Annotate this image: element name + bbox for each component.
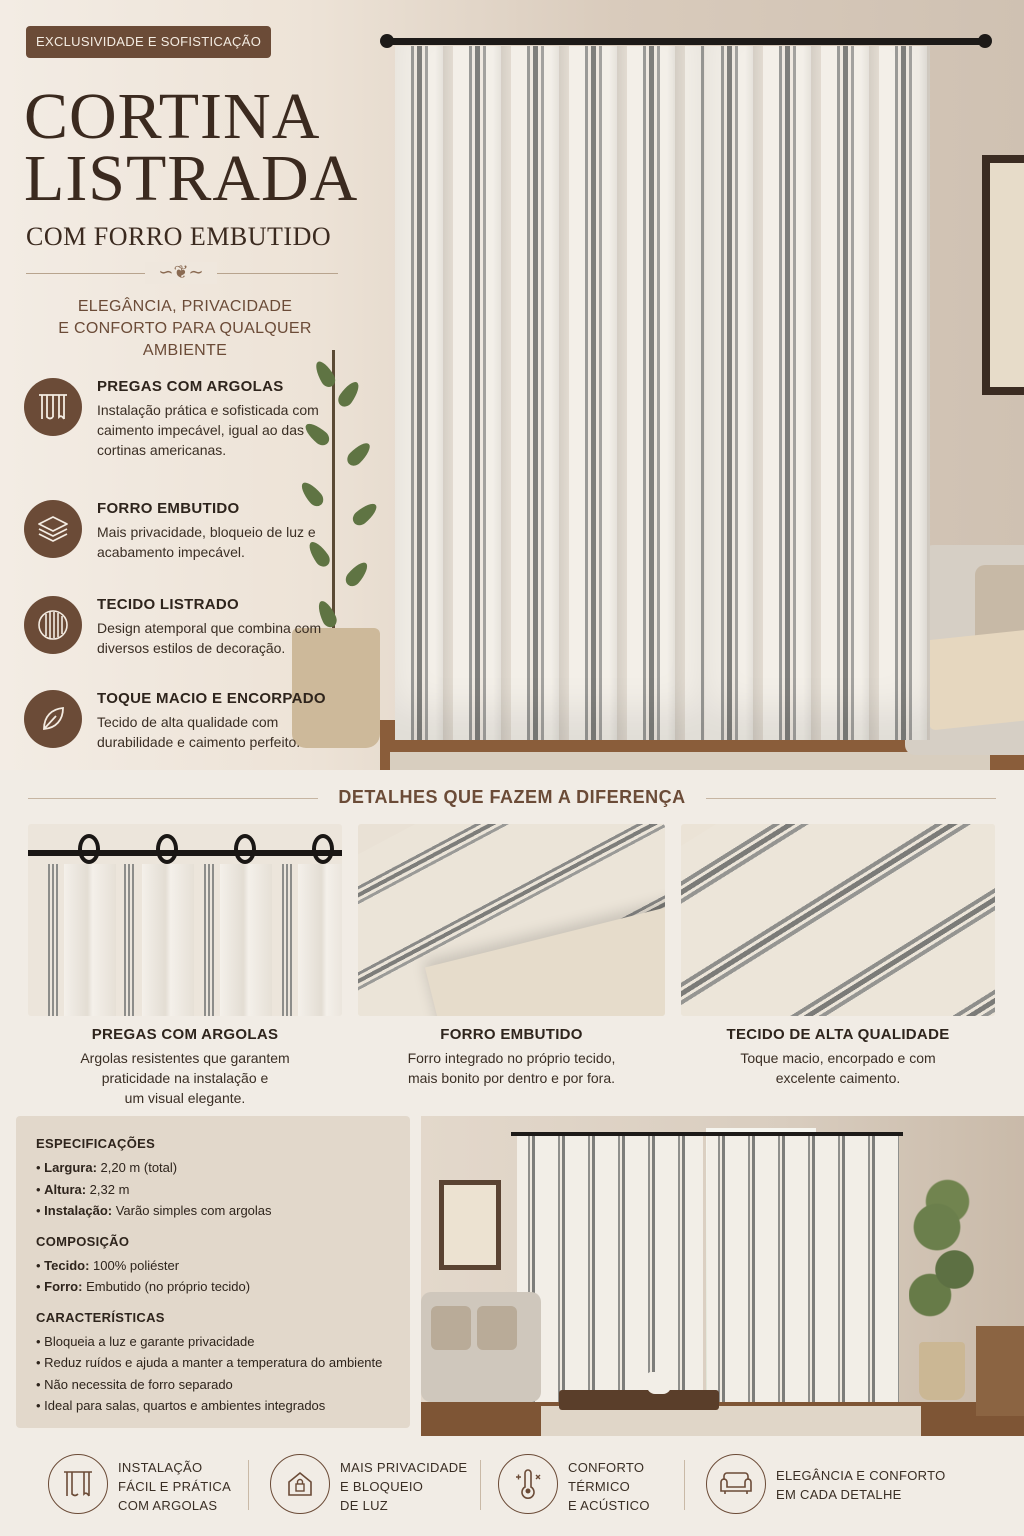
detail-photo-rings [28, 824, 342, 1016]
room-wall-art [439, 1180, 501, 1270]
layers-icon [24, 500, 82, 558]
plant [332, 350, 335, 640]
specs-heading: ESPECIFICAÇÕES [36, 1136, 156, 1151]
composition-heading: COMPOSIÇÃO [36, 1233, 130, 1249]
hero-section: EXCLUSIVIDADE E SOFISTICAÇÃO CORTINA LISTRADA COM FORRO EMBUTIDO ∽❦∼ ELEGÂNCIA, PRIVACIDADE E CONFORTO PARA QUALQUER AMBIENTE PREGAS COM ARGOLAS Instalação prática e sofisticada com caimento impecável, igual ao das cortinas americanas. FORRO EMBUTIDO Mais privacidade, bloqueio de luz e acabamento impecável. TECIDO LISTRADO Design atemporal que combina com diversos estilos de decoração. TOQUE MACIO E ENCORPADO Tecido de alta qualidade com durabilidade e caimento perfeito. [0, 0, 1024, 770]
spec-instalacao: • Instalação: Varão simples com argolas [36, 1203, 272, 1218]
room-plant [909, 1176, 979, 1346]
characteristic-item: • Ideal para salas, quartos e ambientes integrados [36, 1398, 326, 1413]
page-subtitle: COM FORRO EMBUTIDO [26, 222, 332, 251]
sofa-icon [706, 1454, 766, 1514]
thermometer-icon [498, 1454, 558, 1514]
characteristic-item: • Reduz ruídos e ajuda a manter a temperatura do ambiente [36, 1355, 383, 1370]
spec-forro: • Forro: Embutido (no próprio tecido) [36, 1279, 251, 1294]
detail-title-tecido: TECIDO DE ALTA QUALIDADE [726, 1026, 950, 1043]
detail-desc-forro: Forro integrado no próprio tecido, mais bonito por dentro e por fora. [407, 1050, 616, 1086]
spec-tecido: • Tecido: 100% poliéster [36, 1257, 180, 1273]
rug [390, 752, 990, 770]
characteristic-item: • Bloqueia a luz e garante privacidade [36, 1333, 255, 1349]
details-section-title: DETALHES QUE FAZEM A DIFERENÇA [338, 787, 686, 807]
detail-photo-lining [358, 824, 665, 1016]
rod-finial-left [380, 34, 394, 48]
detail-title-pregas: PREGAS COM ARGOLAS [91, 1026, 279, 1043]
stripes-icon [24, 596, 82, 654]
characteristics-heading: CARACTERÍSTICAS [36, 1309, 165, 1325]
rod-finial-right [978, 34, 992, 48]
ornament-icon: ∽❦∼ [145, 262, 217, 284]
spec-largura: • Largura: 2,20 m (total) [36, 1160, 178, 1175]
detail-desc-pregas: Argolas resistentes que garantem praticidade na instalação e um visual elegante. [80, 1050, 290, 1106]
room-curtain-right [707, 1136, 899, 1408]
cabinet [976, 1326, 1024, 1416]
page-title: CORTINA LISTRADA [24, 80, 359, 215]
tagline: ELEGÂNCIA, PRIVACIDADE E CONFORTO PARA QUALQUER AMBIENTE [58, 298, 312, 359]
leaf-icon [24, 690, 82, 748]
room-sofa [421, 1292, 541, 1402]
curtain-panel-right [705, 46, 930, 740]
detail-title-forro: FORRO EMBUTIDO [440, 1026, 583, 1043]
characteristic-item: • Não necessita de forro separado [36, 1376, 233, 1392]
benefits-bar: INSTALAÇÃO FÁCIL E PRÁTICA COM ARGOLAS MAIS PRIVACIDADE E BLOQUEIO DE LUZ CONFORTO TÉRMICO E ACÚSTICO ELEGÂNCIA E CONFORTO EM CADA DETALHE [0, 1444, 1024, 1536]
room-photo [421, 1116, 1024, 1436]
curtain-outline-icon [48, 1454, 108, 1514]
specs-panel [16, 1116, 410, 1428]
house-lock-icon [270, 1454, 330, 1514]
wall-art [982, 155, 1024, 395]
coffee-table [559, 1390, 719, 1410]
curtain-rod [385, 38, 985, 45]
detail-desc-tecido: Toque macio, encorpado e com excelente caimento. [740, 1050, 936, 1086]
detail-photo-fabric [681, 824, 995, 1016]
room-curtain-left [517, 1136, 703, 1408]
spec-altura: • Altura: 2,32 m [36, 1181, 130, 1197]
curtain-icon [24, 378, 82, 436]
exclusivity-badge: EXCLUSIVIDADE E SOFISTICAÇÃO [26, 26, 271, 58]
curtain-panel-left [395, 46, 705, 740]
